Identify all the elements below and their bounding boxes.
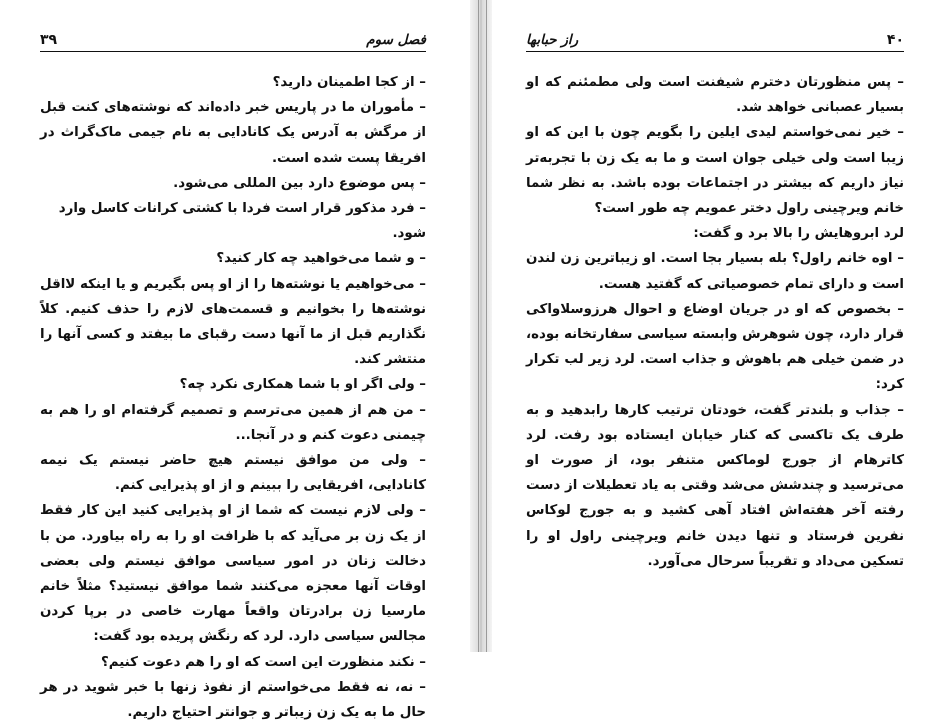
paragraph: – مأموران ما در پاریس خبر داده‌اند که نوشته‌های کنت قبل از مرگش به آدرس یک کانادایی به نام جیمی ماک‌گراث در افریقا پست شده است.	[40, 100, 426, 166]
paragraph: لرد ابروهایش را بالا برد و گفت:	[693, 226, 904, 242]
paragraph: – نه، نه فقط می‌خواستم از نفوذ زنها با خبر شوید در هر حال ما به یک زن زیباتر و جوانتر احتیاج داریم.	[40, 679, 426, 721]
left-running-head	[40, 26, 426, 48]
paragraph: – من هم از همین می‌ترسم و تصمیم گرفته‌ام او را هم به چیمنی دعوت کنم و در آنجا...	[40, 402, 426, 443]
gutter-edge-line	[486, 0, 487, 652]
paragraph: – می‌خواهیم یا نوشته‌ها را از او پس بگیریم و یا اینکه لااقل نوشته‌ها را بخوانیم و قسمت‌های لازم را حذف کنیم. کلاً نگذاریم قبل از ما آنها دست رقبای ما بیفتد و کسی آنها را منتشر کند.	[40, 276, 426, 368]
right-running-head	[526, 26, 904, 48]
left-running-title: فصل سوم	[366, 32, 426, 48]
paragraph: – خیر نمی‌خواستم لیدی ایلین را بگویم چون با این که او زیبا است ولی خیلی جوان است و ما به یک زن با تجربه‌تر نیاز داریم که بیشتر در اجتماعات بوده باشد. به نظر شما خانم ویرچینی راول دختر عمویم چه طور است؟	[526, 125, 904, 217]
right-running-title: راز حبابها	[526, 32, 579, 48]
right-header-rule	[526, 51, 904, 52]
paragraph: – ولی لازم نیست که شما از او پذیرایی کنید این کار فقط از یک زن بر می‌آید که با ظرافت او را به راه بیاورد. من با دخالت زنان در امور سیاسی موافق نیستم ولی بعضی اوقات آنها معجزه می‌کنند شما موافق نیستید؟ مثلاً خانم مارسیا زن برادرتان واقعاً مهارت خاصی در برپا کردن مجالس سیاسی دارد. لرد که رنگش پریده بود گفت:	[40, 503, 426, 645]
paragraph: – و شما می‌خواهید چه کار کنید؟	[216, 251, 426, 267]
paragraph: – پس موضوع دارد بین المللی می‌شود.	[173, 175, 426, 191]
paragraph: – نکند منظورت این است که او را هم دعوت کنیم؟	[100, 654, 426, 670]
paragraph: – بخصوص که او در جریان اوضاع و احوال هرزوسلاواکی قرار دارد، چون شوهرش وابسته سیاسی سفارتخانه بوده، در ضمن خیلی هم باهوش و جذاب است. لرد زیر لب تکرار کرد:	[526, 301, 904, 393]
right-page	[492, 0, 945, 652]
paragraph: – اوه خانم راول؟ بله بسیار بجا است. او زیباترین زن لندن است و دارای تمام خصوصیاتی که گفتید هست.	[526, 251, 904, 292]
left-page-number: ۳۹	[40, 32, 58, 48]
right-body-text	[526, 70, 904, 574]
paragraph: – فرد مذکور قرار است فردا با کشتی کرانات کاسل وارد شود.	[58, 201, 426, 242]
paragraph: – پس منظورتان دخترم شیفنت است ولی مطمئنم که او بسیار عصبانی خواهد شد.	[526, 75, 904, 116]
paragraph: – ولی اگر او با شما همکاری نکرد چه؟	[179, 377, 426, 393]
right-page-number: ۴۰	[886, 32, 904, 48]
left-body-text	[40, 70, 426, 725]
left-header-rule	[40, 51, 426, 52]
paragraph: – ولی من موافق نیستم هیچ حاضر نیستم یک نیمه کانادایی، افریقایی را ببینم و از او پذیرایی کنم.	[40, 453, 426, 494]
paragraph: – از کجا اطمینان دارید؟	[272, 75, 426, 90]
book-gutter	[470, 0, 492, 652]
gutter-edge-line	[478, 0, 479, 652]
paragraph: – جذاب و بلندتر گفت، خودتان ترتیب کارها رابدهید و به طرف یک تاکسی که کنار خیابان ایستاده بود رفت. لرد کاترهام از جورج لوماکس متنفر بود، از صورت او می‌ترسید و چندشش می‌شد وقتی به یاد تعطیلات از دست رفته آخر هفته‌اش افتاد آهی کشید و به جورج لوکاس نفرین فرستاد و تنها دیدن خانم ویرچینی راول او را تسکین می‌داد و تقریباً سرحال می‌آورد.	[526, 402, 904, 569]
left-page	[0, 0, 470, 721]
